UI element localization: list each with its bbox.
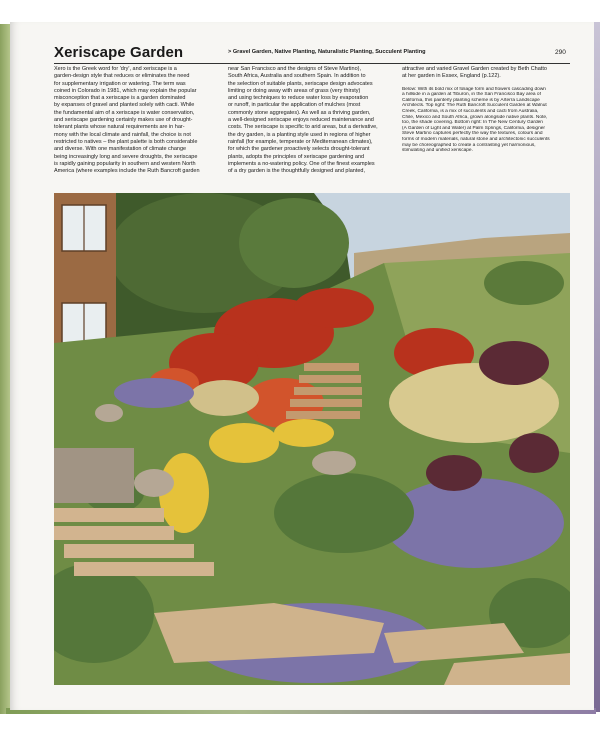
header-rule bbox=[54, 63, 570, 64]
body-line: the selection of suitable plants, xeriscape design advocates bbox=[228, 80, 373, 87]
body-line: garden-design style that reduces or eliminates the need bbox=[54, 73, 190, 80]
caption-line: forms of modern materials, natural stone and architectonic succulents bbox=[402, 136, 550, 142]
body-line: costs. The xeriscape is specific to arid areas, but a derivative, bbox=[228, 124, 378, 131]
body-line: commonly stone aggregates). As well as a thriving garden, bbox=[228, 109, 371, 116]
body-column-2 bbox=[228, 66, 394, 175]
body-line: America (where examples include the Ruth Bancroft garden bbox=[54, 168, 200, 175]
body-line: limiting or doing away with areas of grass (very thirsty) bbox=[228, 87, 361, 94]
body-line: for supplementary irrigation or watering. The term was bbox=[54, 80, 186, 87]
body-line: South Africa, Australia and southern Spain. In addition to bbox=[228, 73, 366, 80]
caption-line: Architects. Top right: The Ruth Bancroft Succulent Garden at Walnut bbox=[402, 103, 547, 109]
caption-line: California, this painterly planting scheme is by Arterra Landscape bbox=[402, 97, 540, 103]
book-cover-left-edge bbox=[0, 24, 10, 714]
body-line: is rapidly gaining popularity in southern and western North bbox=[54, 160, 196, 167]
caption-line: stimulating and unified xeriscape. bbox=[402, 148, 473, 154]
body-line: being increasingly long and severe droughts, the xeriscape bbox=[54, 153, 198, 160]
body-line: or runoff, in particular the application of mulches (most bbox=[228, 102, 361, 109]
body-line: mony with the local climate and rainfall, the choice is not bbox=[54, 131, 191, 138]
body-column-3 bbox=[402, 66, 572, 154]
caption-line: Chile, Mexico and South Africa, grown alongside native plants. Note, bbox=[402, 114, 548, 120]
caption-line: a hillside in a garden at Tiburon, in the San Francisco Bay area of bbox=[402, 92, 541, 98]
body-line: at her garden in Essex, England (p.122). bbox=[402, 73, 501, 80]
body-column-1 bbox=[54, 66, 220, 175]
body-line: attractive and varied Gravel Garden created by Beth Chatto bbox=[402, 66, 547, 72]
body-line: by expanses of gravel and planted solely with cacti. While bbox=[54, 102, 195, 109]
page-number: 290 bbox=[555, 49, 566, 56]
body-line: the dry garden, is a planting style used in regions of higher bbox=[228, 131, 371, 138]
body-line: plants, adopts the principles of xeriscape gardening and bbox=[228, 153, 365, 160]
page-title: Xeriscape Garden bbox=[54, 44, 184, 61]
photo-caption bbox=[402, 87, 572, 154]
body-line: Xero is the Greek word for 'dry', and xeriscape is a bbox=[54, 66, 177, 72]
body-line: a well-designed xeriscape enjoys reduced maintenance and bbox=[228, 117, 374, 124]
body-line: implements a no-watering policy. One of the finest examples bbox=[228, 160, 375, 167]
caption-line: may be choreographed to create a contrasting yet harmonious, bbox=[402, 142, 536, 148]
body-line: and diverse. With one manifestation of climate change bbox=[54, 146, 187, 153]
body-line: the fundamental aim of a xeriscape is water conservation, bbox=[54, 109, 195, 116]
body-continuation bbox=[402, 66, 572, 81]
body-line: for which the gardener proactively selects drought-tolerant bbox=[228, 146, 370, 153]
body-line: near San Francisco and the designs of Steve Martino), bbox=[228, 66, 361, 72]
book-cover-right-edge bbox=[594, 22, 600, 712]
body-line: and xeriscape gardening certainly makes use of drought- bbox=[54, 117, 193, 124]
related-categories: > Gravel Garden, Native Planting, Naturalistic Planting, Succulent Planting bbox=[228, 49, 426, 55]
body-line: and using techniques to reduce water loss by evaporation bbox=[228, 95, 369, 102]
caption-line: too, the shade covering. Bottom right: In The New Century Garden bbox=[402, 120, 543, 126]
caption-line: Creek, California, is a mix of succulents and cacti from Australia, bbox=[402, 108, 539, 114]
body-line: rainfall (for example, temperate or Mediterranean climates), bbox=[228, 138, 373, 145]
body-line: tolerant plants whose natural requirements are in har- bbox=[54, 124, 185, 131]
caption-line: Steve Martino captures perfectly the way the textures, colours and bbox=[402, 131, 543, 137]
body-line: restricted to natives – the plant palette is both considerable bbox=[54, 138, 198, 145]
body-line: misconception that a xeriscape is a garden dominated bbox=[54, 95, 186, 102]
caption-line: (A Garden of Light and Water) at Palm Springs, California, designer bbox=[402, 125, 545, 131]
garden-photo bbox=[54, 193, 570, 685]
caption-line: Below: With its bold mix of foliage form and flowers cascading down bbox=[402, 86, 546, 92]
body-line: coined in Colorado in 1981, which may explain the popular bbox=[54, 87, 197, 94]
body-line: of a dry garden is the thoughtfully designed and planted, bbox=[228, 168, 365, 175]
